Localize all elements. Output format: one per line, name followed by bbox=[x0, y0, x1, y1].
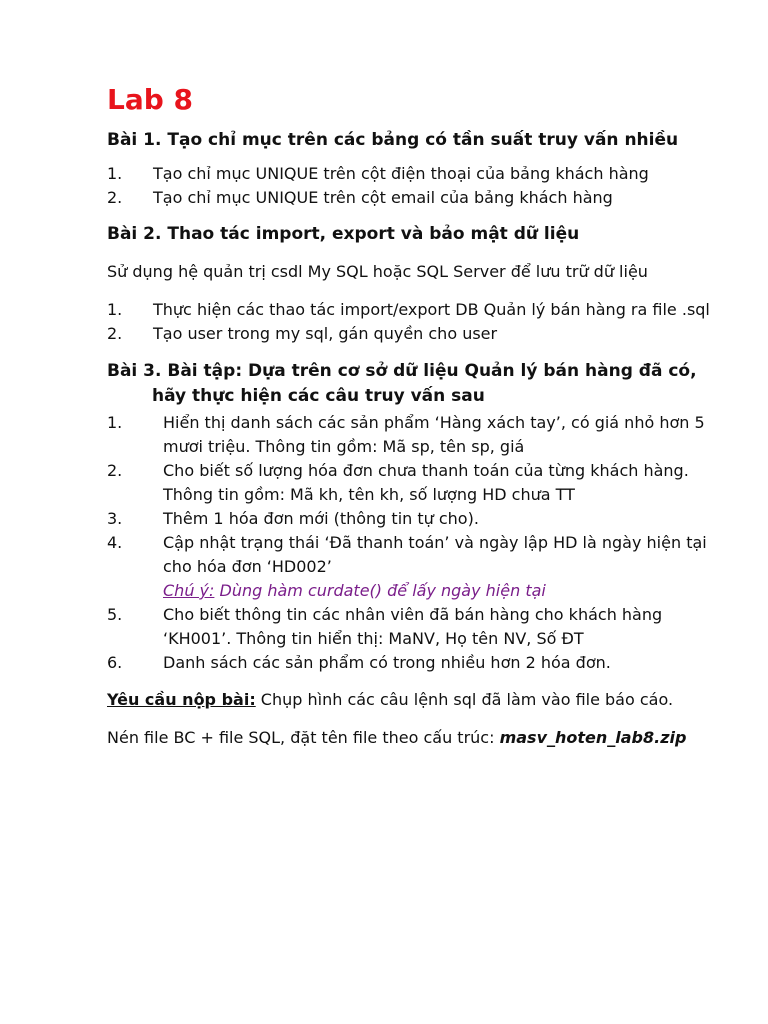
document-page bbox=[107, 80, 727, 750]
list-item: 1. Thực hiện các thao tác import/export DB Quản lý bán hàng ra file .sql bbox=[107, 300, 710, 319]
list-item: 2. Tạo user trong my sql, gán quyền cho user bbox=[107, 324, 498, 343]
list-item: 4. Cập nhật trạng thái ‘Đã thanh toán’ và ngày lập HD là ngày hiện tại cho hóa đơn ‘HD002’ Chú ý: Dùng hàm curdate() để lấy ngày hiện tại bbox=[107, 531, 727, 603]
list-item: 2. Cho biết số lượng hóa đơn chưa thanh toán của từng khách hàng. Thông tin gồm: Mã kh, tên kh, số lượng HD chưa TT bbox=[107, 461, 689, 504]
list-item: 1. Tạo chỉ mục UNIQUE trên cột điện thoại của bảng khách hàng bbox=[107, 164, 649, 183]
submit-label: Yêu cầu nộp bài: bbox=[107, 690, 256, 709]
bai1-list bbox=[107, 162, 727, 210]
list-item: 6. Danh sách các sản phẩm có trong nhiều hơn 2 hóa đơn. bbox=[107, 653, 611, 672]
note: Chú ý: Dùng hàm curdate() để lấy ngày hiện tại bbox=[163, 581, 546, 600]
list-item: 3. Thêm 1 hóa đơn mới (thông tin tự cho). bbox=[107, 509, 479, 528]
bai3-heading: Bài 3. Bài tập: Dựa trên cơ sở dữ liệu Quản lý bán hàng đã có, hãy thực hiện các câu truy vấn sau bbox=[107, 361, 697, 406]
zip-instruction: Nén file BC + file SQL, đặt tên file theo cấu trúc: masv_hoten_lab8.zip bbox=[107, 728, 687, 747]
list-item: 5. Cho biết thông tin các nhân viên đã bán hàng cho khách hàng ‘KH001’. Thông tin hiển thị: MaNV, Họ tên NV, Số ĐT bbox=[107, 605, 663, 648]
bai2-heading: Bài 2. Thao tác import, export và bảo mật dữ liệu bbox=[107, 224, 580, 244]
list-item: 2. Tạo chỉ mục UNIQUE trên cột email của bảng khách hàng bbox=[107, 188, 613, 207]
list-item: 1. Hiển thị danh sách các sản phẩm ‘Hàng xách tay’, có giá nhỏ hơn 5 mươi triệu. Thông tin gồm: Mã sp, tên sp, giá bbox=[107, 413, 705, 456]
bai3-list bbox=[107, 411, 727, 675]
bai2-list bbox=[107, 298, 727, 346]
submit-requirement: Yêu cầu nộp bài: Chụp hình các câu lệnh sql đã làm vào file báo cáo. bbox=[107, 690, 674, 709]
bai2-intro: Sử dụng hệ quản trị csdl My SQL hoặc SQL Server để lưu trữ dữ liệu bbox=[107, 262, 648, 281]
bai1-heading: Bài 1. Tạo chỉ mục trên các bảng có tần suất truy vấn nhiều bbox=[107, 130, 679, 150]
zip-filename: masv_hoten_lab8.zip bbox=[499, 728, 687, 747]
page-title: Lab 8 bbox=[107, 83, 194, 116]
